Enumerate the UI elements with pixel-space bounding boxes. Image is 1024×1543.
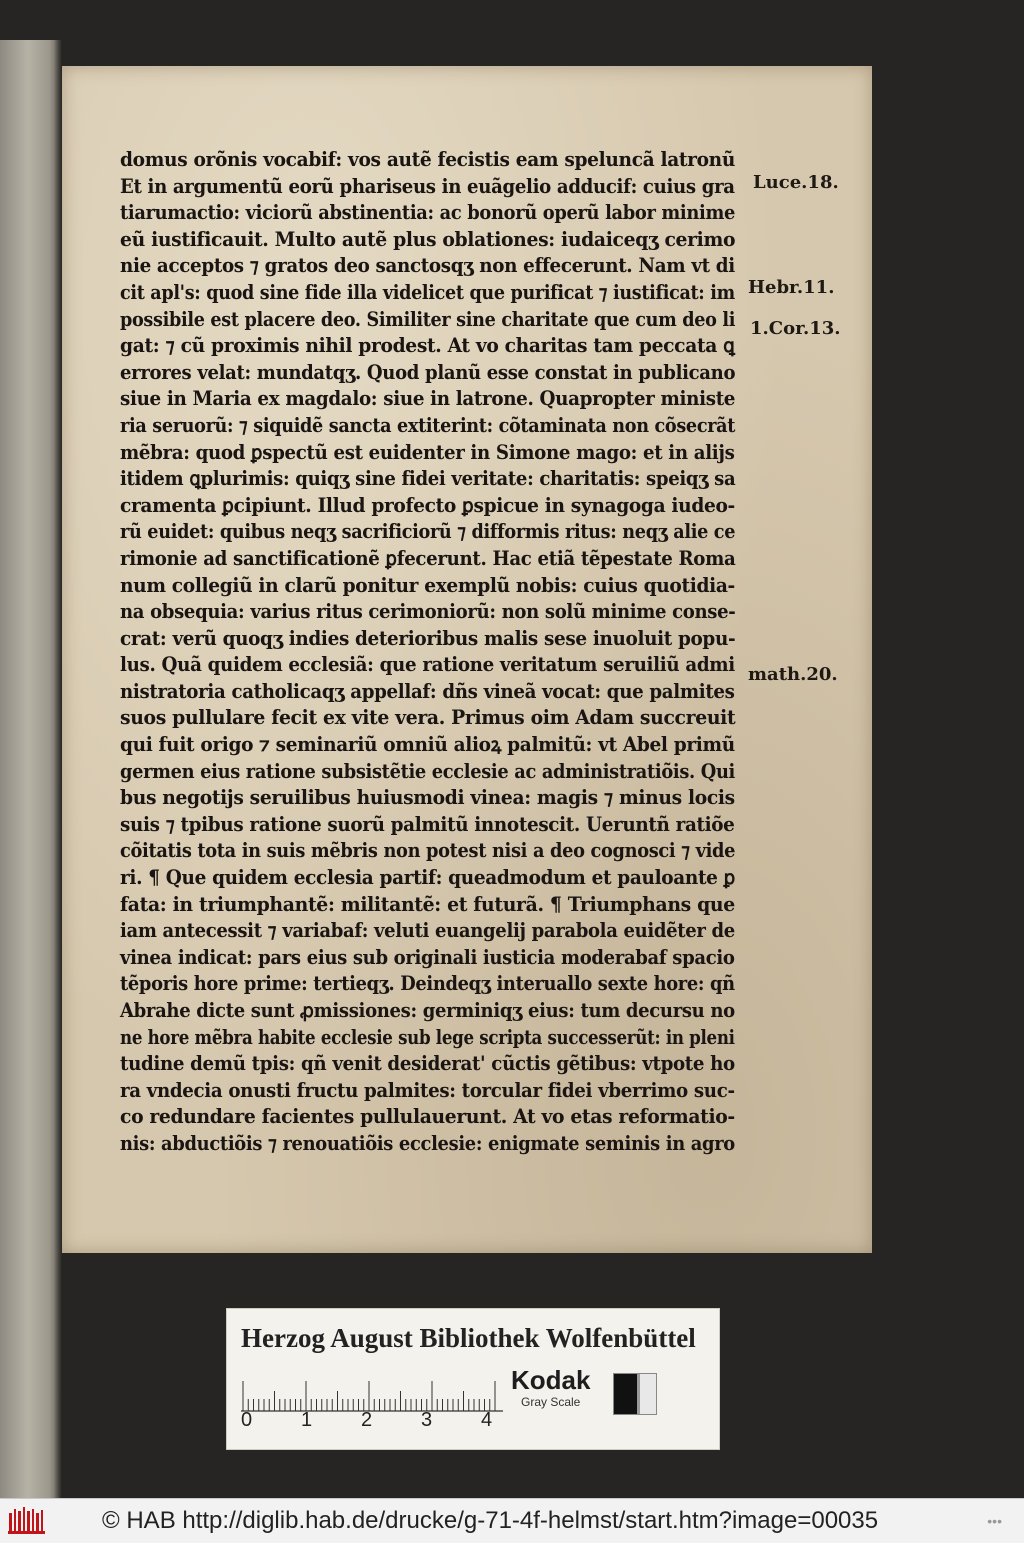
text-line: cramenta ꝑcipiunt. Illud profecto ꝑspicue in synagoga iudeo- (120, 493, 735, 517)
ruler-number: 4 (481, 1409, 493, 1431)
ruler-number: 2 (361, 1409, 373, 1431)
library-name: Herzog August Bibliothek Wolfenbüttel (241, 1323, 696, 1353)
text-line: bus negotijs seruilibus huiusmodi vinea: magis ⁊ minus locis (120, 786, 735, 810)
text-line: nie acceptos ⁊ gratos deo sanctosqʒ non effecerunt. Nam vt di (120, 254, 735, 278)
copyright-url[interactable]: © HAB http://diglib.hab.de/drucke/g-71-4f-helmst/start.htm?image=00035 (102, 1507, 879, 1534)
text-line: domus orõnis vocabif: vos autẽ fecistis eam speluncã latronũ (120, 148, 736, 171)
text-line: ri. ¶ Que quidem ecclesia partif: queadmodum et pauloante ꝑ (120, 866, 736, 890)
margin-note-math: math.20. (748, 664, 838, 685)
text-line: cõitatis tota in suis mẽbris non potest nisi a deo cognosci ⁊ vide (120, 839, 736, 863)
text-line: siue in Maria ex magdalo: siue in latrone. Quapropter ministe (120, 387, 736, 411)
text-line: tiarumactio: viciorũ abstinentia: ac bonorũ operũ labor minime (120, 201, 736, 225)
text-line: ria seruorũ: ⁊ siquidẽ sancta extiterint: cõtaminata non cõsecrãt (120, 413, 736, 437)
text-line: tudine demũ tpis: qñ venit desiderat' cũctis gẽtibus: vtpote ho (120, 1052, 735, 1076)
left-page-edge (0, 40, 62, 1498)
text-line: ne hore mẽbra habite ecclesie sub lege scripta successerũt: in pleni (120, 1025, 735, 1049)
margin-note-hebr: Hebr.11. (748, 277, 835, 298)
text-line: ra vndecia onusti fructu palmites: torcular fidei vberrimo suc- (120, 1078, 735, 1102)
body-text (120, 147, 740, 1158)
text-line: rimonie ad sanctificationẽ ꝑfecerunt. Hac etiã tẽpestate Roma (120, 546, 736, 570)
gray-scale-patch (613, 1373, 657, 1415)
text-line: nistratoria catholicaqʒ appellaf: dñs vineã vocat: que palmites (120, 679, 735, 703)
gray-scale-label: Gray Scale (521, 1395, 581, 1409)
text-line: mẽbra: quod ꝑspectũ est euidenter in Simone mago: et in alijs (120, 440, 735, 464)
text-line: num collegiũ in clarũ ponitur exemplũ nobis: cuius quotidia- (120, 573, 735, 597)
text-line: itidem ꝗplurimis: quiqʒ sine fidei veritate: charitatis: speiqʒ sa (120, 467, 736, 491)
text-line: lus. Quã quidem ecclesiã: que ratione veritatum seruiliũ admi (120, 653, 735, 677)
text-line: qui fuit origo ⁊ seminariũ omniũ alioꝝ palmitũ: vt Abel primũ (120, 733, 735, 757)
text-line: na obsequia: varius ritus cerimoniorũ: non solũ minime conse- (120, 600, 736, 624)
text-line: possibile est placere deo. Similiter sine charitate que cum deo li (120, 307, 736, 331)
text-line: suos pullulare fecit ex vite vera. Primus oim Adam succreuit (120, 706, 736, 730)
color-scale-card (226, 1308, 720, 1450)
text-line: errores velat: mundatqʒ. Quod planũ esse constat in publicano (120, 360, 736, 384)
text-line: co redundare facientes pullulauerunt. At vo etas reformatio- (120, 1105, 735, 1129)
text-line: gat: ⁊ cũ proximis nihil prodest. At vo charitas tam peccata ꝗ (120, 334, 735, 358)
text-line: vinea indicat: pars eius sub originali iusticia moderabaf spacio (120, 945, 735, 969)
text-line: cit apl's: quod sine fide illa videlicet que purificat ⁊ iustificat: im (120, 280, 735, 304)
text-line: suis ⁊ tpibus ratione suorũ palmitũ innotescit. Ueruntñ ratiõe (120, 812, 735, 836)
ruler-number: 1 (301, 1409, 313, 1431)
text-line: fata: in triumphantẽ: militantẽ: et futurã. ¶ Triumphans que (120, 892, 735, 916)
text-line: germen eius ratione subsistẽtie ecclesie ac administratiõis. Qui (120, 759, 735, 783)
margin-note-luce: Luce.18. (753, 172, 839, 193)
text-line: Et in argumentũ eorũ phariseus in euãgelio adducif: cuius gra (120, 174, 735, 198)
kodak-logo: Kodak (511, 1365, 591, 1395)
ruler-numbers (235, 1409, 495, 1435)
margin-note-cor: 1.Cor.13. (750, 318, 841, 339)
text-line: nis: abductiõis ⁊ renouatiõis ecclesie: enigmate seminis in agro (120, 1131, 735, 1155)
ruler-number: 0 (241, 1409, 253, 1431)
ruler-number: 3 (421, 1409, 433, 1431)
text-line: iam antecessit ⁊ variabaf: veluti euangelij parabola euidẽter de (120, 919, 735, 943)
text-line: tẽporis hore prime: tertieqʒ. Deindeqʒ interuallo sexte hore: qñ (120, 972, 735, 996)
hab-logo-icon (8, 1505, 48, 1535)
more-options-icon[interactable]: ••• (987, 1513, 1002, 1529)
text-line: rũ euidet: quibus neqʒ sacrificiorũ ⁊ difformis ritus: neqʒ alie ce (120, 520, 736, 544)
text-line: Abrahe dicte sunt ꝓmissiones: germiniqʒ eius: tum decursu no (120, 999, 735, 1022)
text-line: eũ iustificauit. Multo autẽ plus oblationes: iudaiceqʒ cerimo (120, 227, 736, 251)
text-line: crat: verũ quoqʒ indies deterioribus malis sese inuoluit popu- (120, 626, 736, 650)
footer-bar (0, 1498, 1024, 1543)
